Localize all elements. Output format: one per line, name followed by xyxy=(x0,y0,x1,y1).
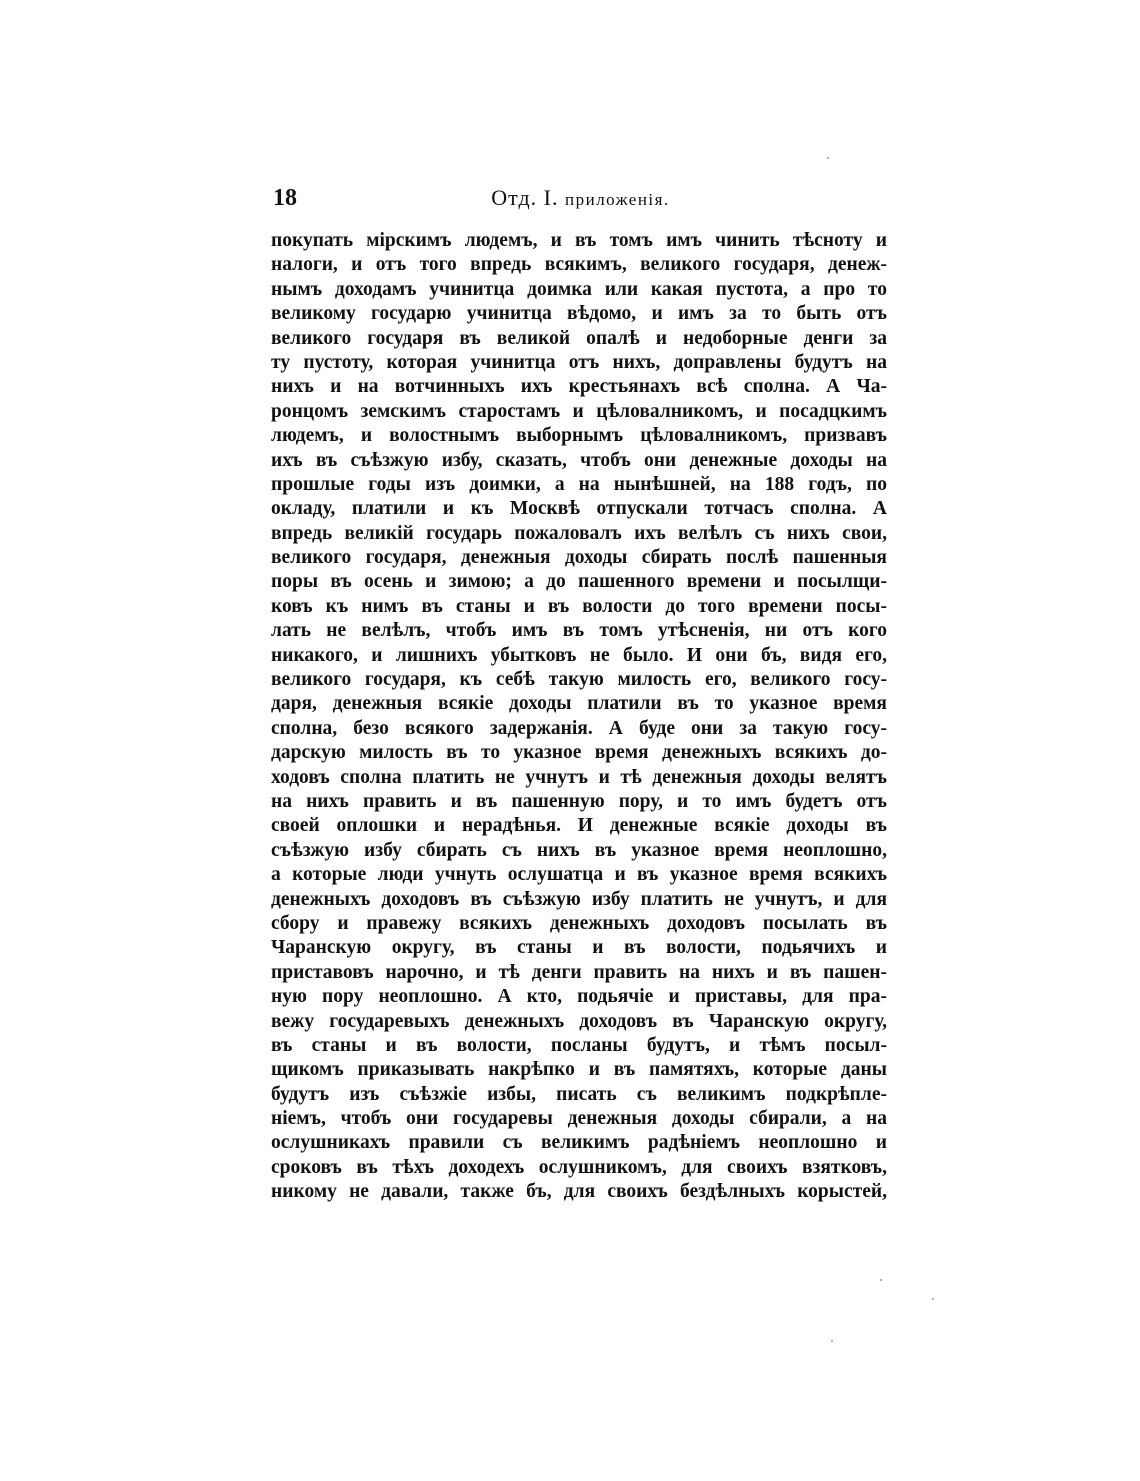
text-line: великому государю учинитца вѣдомо, и имъ за то быть отъ xyxy=(271,303,887,325)
page-speck xyxy=(932,1298,934,1300)
text-line: ихъ въ съѣзжую избу, сказать, чтобъ они денежные доходы на xyxy=(271,449,887,471)
running-header xyxy=(273,180,888,216)
text-line: ту пустоту, которая учинитца отъ нихъ, доправлены будутъ на xyxy=(271,351,887,373)
text-line: на нихъ править и въ пашенную пору, и то имъ будетъ отъ xyxy=(271,790,887,812)
text-line: приставовъ нарочно, и тѣ денги править на нихъ и въ пашен- xyxy=(271,961,887,983)
text-line: никому не давали, также бъ, для своихъ бездѣлныхъ корыстей, xyxy=(271,1181,887,1203)
text-line: съѣзжую избу сбирать съ нихъ въ указное время неоплошно, xyxy=(271,839,887,861)
text-line: Чаранскую округу, въ станы и въ волости, подьячихъ и xyxy=(271,937,887,959)
text-line: великого государя, денежныя доходы сбирать послѣ пашенныя xyxy=(271,547,887,569)
section-title xyxy=(273,180,888,218)
text-line: нымъ доходамъ учинитца доимка или какая пустота, а про то xyxy=(271,278,887,300)
page-speck xyxy=(880,1279,882,1281)
text-line: щикомъ приказывать накрѣпко и въ памятяхъ, которые даны xyxy=(271,1059,887,1081)
text-line: даря, денежныя всякіе доходы платили въ то указное время xyxy=(271,693,887,715)
text-line: прошлые годы изъ доимки, а на нынѣшней, на 188 годъ, по xyxy=(271,473,887,495)
text-line: никакого, и лишнихъ убытковъ не было. И они бъ, видя его, xyxy=(271,644,887,666)
body-text xyxy=(271,229,887,1205)
text-line: вежу государевыхъ денежныхъ доходовъ въ Чаранскую округу, xyxy=(271,1010,887,1032)
text-line: будутъ изъ съѣзжіе избы, писать съ великимъ подкрѣпле- xyxy=(271,1083,887,1105)
text-line: денежныхъ доходовъ въ съѣзжую избу платить не учнутъ, и для xyxy=(271,888,887,910)
text-line: ослушникахъ правили съ великимъ радѣніемъ неоплошно и xyxy=(271,1132,887,1154)
text-line: дарскую милость въ то указное время денежныхъ всякихъ до- xyxy=(271,742,887,764)
text-line: ковъ къ нимъ въ станы и въ волости до того времени посы- xyxy=(271,595,887,617)
text-line: покупать мірскимъ людемъ, и въ томъ имъ чинить тѣсноту и xyxy=(271,230,887,251)
text-line: въ станы и въ волости, посланы будутъ, и тѣмъ посыл- xyxy=(271,1034,887,1056)
section-name: приложенія. xyxy=(565,190,670,209)
text-line: а которые люди учнуть ослушатца и въ указное время всякихъ xyxy=(271,864,887,886)
text-line: лать не велѣлъ, чтобъ имъ въ томъ утѣсненія, ни отъ кого xyxy=(271,620,887,642)
page-speck xyxy=(831,1340,833,1342)
text-line: ронцомъ земскимъ старостамъ и цѣловалникомъ, и посадцкимъ xyxy=(271,400,887,422)
section-prefix: Отд. I. xyxy=(491,185,559,210)
page-number: 18 xyxy=(273,185,297,211)
text-line: сроковъ въ тѣхъ доходехъ ослушникомъ, для своихъ взятковъ, xyxy=(271,1156,887,1178)
text-line: поры въ осень и зимою; а до пашенного времени и посылщи- xyxy=(271,571,887,593)
text-line: налоги, и отъ того впредь всякимъ, великого государя, денеж- xyxy=(271,254,887,276)
text-line: окладу, платили и къ Москвѣ отпускали тотчасъ сполна. А xyxy=(271,498,887,520)
text-line: сполна, безо всякого задержанія. А буде они за такую госу- xyxy=(271,717,887,739)
text-line: сбору и правежу всякихъ денежныхъ доходовъ посылать въ xyxy=(271,912,887,934)
text-line: людемъ, и волостнымъ выборнымъ цѣловалникомъ, призвавъ xyxy=(271,425,887,447)
text-line: ходовъ сполна платить не учнутъ и тѣ денежныя доходы велятъ xyxy=(271,766,887,788)
text-line: своей оплошки и нерадѣнья. И денежные всякіе доходы въ xyxy=(271,815,887,837)
text-line: нихъ и на вотчинныхъ ихъ крестьянахъ всѣ сполна. А Ча- xyxy=(271,376,887,398)
text-line: великого государя, къ себѣ такую милость его, великого госу- xyxy=(271,669,887,691)
text-line: великого государя въ великой опалѣ и недоборные денги за xyxy=(271,327,887,349)
text-line: впредь великій государь пожаловалъ ихъ велѣлъ съ нихъ свои, xyxy=(271,522,887,544)
text-line: ную пору неоплошно. А кто, подьячіе и приставы, для пра- xyxy=(271,986,887,1008)
page-speck xyxy=(827,157,829,159)
text-line: ніемъ, чтобъ они государевы денежныя доходы сбирали, а на xyxy=(271,1108,887,1130)
